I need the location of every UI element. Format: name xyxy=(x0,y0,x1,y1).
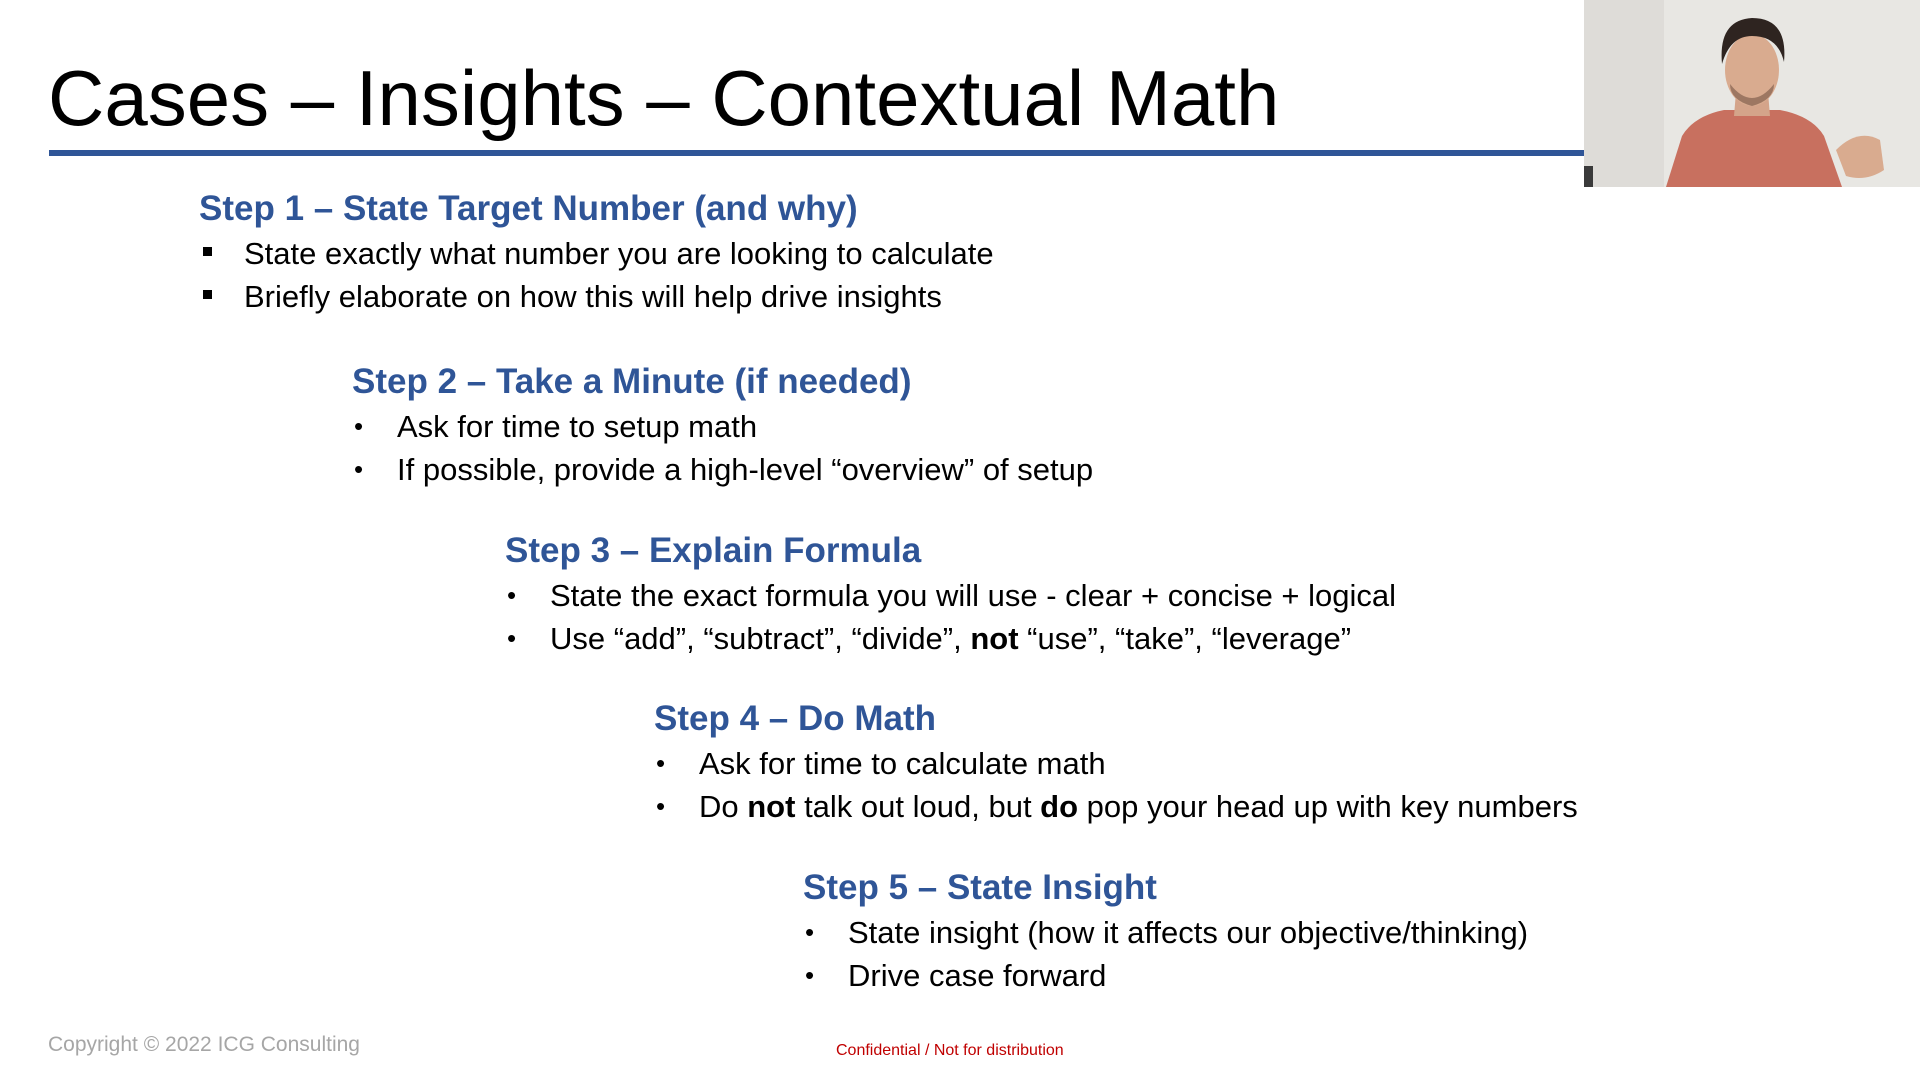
bullet-text: State insight (how it affects our objective/thinking) xyxy=(848,915,1529,950)
step-2-bullet-2 xyxy=(352,448,1093,491)
bullet-text: Drive case forward xyxy=(848,958,1107,993)
step-4-bullets xyxy=(654,742,1578,828)
step-4-bullet-1 xyxy=(654,742,1578,785)
webcam-background-shade xyxy=(1584,0,1664,187)
presenter-webcam-feed xyxy=(1584,0,1920,187)
presenter-face xyxy=(1725,34,1779,106)
step-3-bullet-2 xyxy=(505,617,1396,660)
bullet-text: State exactly what number you are looking to calculate xyxy=(244,236,994,271)
bullet-text: Ask for time to calculate math xyxy=(699,746,1106,781)
dot-bullet-icon: • xyxy=(656,748,666,778)
step-4-heading: Step 4 – Do Math xyxy=(654,699,936,738)
bullet-text-emphasis: not xyxy=(970,621,1019,656)
dot-bullet-icon: • xyxy=(507,580,517,610)
step-4-bullet-2 xyxy=(654,785,1578,828)
bullet-text: Ask for time to setup math xyxy=(397,409,758,444)
bullet-text-part: Do xyxy=(699,789,748,824)
dot-bullet-icon: • xyxy=(507,623,517,653)
step-3-bullets xyxy=(505,574,1396,660)
square-bullet-icon xyxy=(203,247,212,256)
webcam-corner-marker xyxy=(1584,166,1593,187)
step-2 xyxy=(352,359,1093,491)
step-4 xyxy=(654,696,1578,828)
bullet-text xyxy=(550,621,1351,656)
step-1-heading: Step 1 – State Target Number (and why) xyxy=(199,189,858,228)
step-1 xyxy=(199,186,994,318)
dot-bullet-icon: • xyxy=(656,791,666,821)
bullet-text-emphasis: not xyxy=(747,789,796,824)
step-3-heading: Step 3 – Explain Formula xyxy=(505,531,922,570)
step-3-bullet-1 xyxy=(505,574,1396,617)
step-5-bullets xyxy=(803,911,1528,997)
title-underline xyxy=(49,150,1584,156)
bullet-text xyxy=(699,789,1578,824)
step-1-bullets xyxy=(199,232,994,318)
step-1-bullet-2 xyxy=(199,275,994,318)
step-3 xyxy=(505,528,1396,660)
slide-title: Cases – Insights – Contextual Math xyxy=(48,54,1280,142)
dot-bullet-icon: • xyxy=(805,917,815,947)
bullet-text-emphasis: do xyxy=(1040,789,1079,824)
step-5-bullet-1 xyxy=(803,911,1528,954)
step-5 xyxy=(803,865,1528,997)
bullet-text-part: pop your head up with key numbers xyxy=(1078,789,1578,824)
step-2-heading: Step 2 – Take a Minute (if needed) xyxy=(352,362,912,401)
bullet-text-part: talk out loud, but xyxy=(795,789,1041,824)
bullet-text: Briefly elaborate on how this will help drive insights xyxy=(244,279,942,314)
bullet-text: State the exact formula you will use - clear + concise + logical xyxy=(550,578,1397,613)
dot-bullet-icon: • xyxy=(354,411,364,441)
confidential-notice: Confidential / Not for distribution xyxy=(836,1042,1064,1059)
bullet-text-part: “use”, “take”, “leverage” xyxy=(1018,621,1352,656)
copyright-notice: Copyright © 2022 ICG Consulting xyxy=(48,1033,360,1056)
bullet-text: If possible, provide a high-level “overview” of setup xyxy=(397,452,1094,487)
dot-bullet-icon: • xyxy=(805,960,815,990)
presenter-video-frame xyxy=(1584,0,1920,187)
step-2-bullet-1 xyxy=(352,405,1093,448)
step-1-bullet-1 xyxy=(199,232,994,275)
bullet-text-part: Use “add”, “subtract”, “divide”, xyxy=(550,621,971,656)
step-2-bullets xyxy=(352,405,1093,491)
square-bullet-icon xyxy=(203,290,212,299)
step-5-bullet-2 xyxy=(803,954,1528,997)
dot-bullet-icon: • xyxy=(354,454,364,484)
step-5-heading: Step 5 – State Insight xyxy=(803,868,1157,907)
